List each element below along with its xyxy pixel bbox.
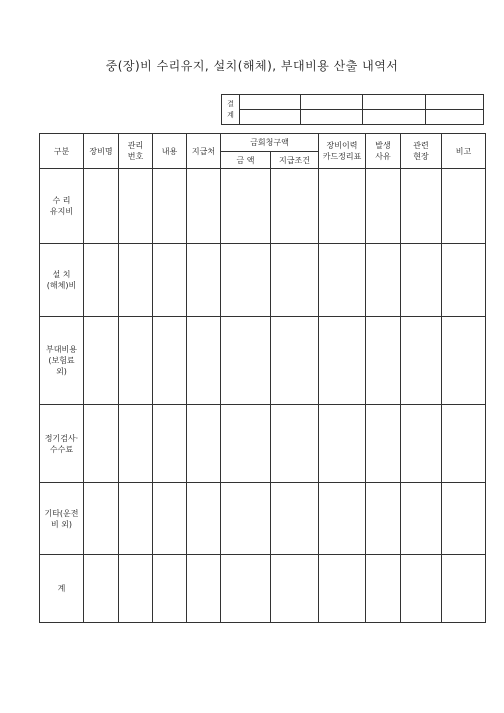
table-cell[interactable]: [221, 483, 271, 555]
approval-signature-cell[interactable]: [362, 110, 426, 125]
header-related-site: 관련 현장: [401, 134, 442, 169]
table-cell[interactable]: [319, 317, 366, 405]
expense-table: [39, 133, 486, 623]
table-cell[interactable]: [221, 244, 271, 317]
table-cell[interactable]: [366, 244, 401, 317]
table-cell[interactable]: [84, 317, 119, 405]
table-cell[interactable]: [187, 555, 221, 623]
header-payment-terms: 지급조건: [271, 152, 319, 169]
header-amount-group: 금회청구액: [221, 134, 319, 152]
table-row: [40, 405, 486, 483]
table-cell[interactable]: [442, 244, 486, 317]
header-reason: 발생 사유: [366, 134, 401, 169]
table-cell[interactable]: [366, 169, 401, 244]
table-cell[interactable]: [401, 555, 442, 623]
row-category-label: 부대비용 (보험료 외): [40, 317, 84, 405]
table-row: [40, 483, 486, 555]
table-cell[interactable]: [119, 555, 153, 623]
row-category-label: 설 치 (해체)비: [40, 244, 84, 317]
table-cell[interactable]: [442, 169, 486, 244]
table-cell[interactable]: [271, 244, 319, 317]
approval-label-bottom: 계: [227, 110, 234, 119]
table-cell[interactable]: [187, 405, 221, 483]
row-category-label: 계: [40, 555, 84, 623]
table-cell[interactable]: [221, 169, 271, 244]
table-cell[interactable]: [221, 405, 271, 483]
table-cell[interactable]: [153, 483, 187, 555]
table-cell[interactable]: [366, 555, 401, 623]
table-cell[interactable]: [153, 169, 187, 244]
table-cell[interactable]: [401, 244, 442, 317]
table-cell[interactable]: [221, 555, 271, 623]
table-cell[interactable]: [84, 405, 119, 483]
table-cell[interactable]: [153, 244, 187, 317]
approval-label: [222, 95, 240, 125]
table-cell[interactable]: [187, 244, 221, 317]
header-management-no: 관리 번호: [119, 134, 153, 169]
table-cell[interactable]: [187, 483, 221, 555]
table-cell[interactable]: [221, 317, 271, 405]
table-cell[interactable]: [271, 483, 319, 555]
table-cell[interactable]: [319, 405, 366, 483]
table-cell[interactable]: [119, 317, 153, 405]
document-title: 중(장)비 수리유지, 설치(해체), 부대비용 산출 내역서: [105, 59, 399, 73]
table-cell[interactable]: [153, 405, 187, 483]
approval-label-top: 결: [227, 99, 234, 108]
header-category: 구분: [40, 134, 84, 169]
table-cell[interactable]: [271, 555, 319, 623]
table-cell[interactable]: [119, 169, 153, 244]
table-cell[interactable]: [187, 169, 221, 244]
approval-signature-cell[interactable]: [239, 110, 301, 125]
header-amount: 금 액: [221, 152, 271, 169]
table-cell[interactable]: [401, 483, 442, 555]
table-cell[interactable]: [442, 317, 486, 405]
row-category-label: 수 리 유지비: [40, 169, 84, 244]
table-cell[interactable]: [84, 244, 119, 317]
table-cell[interactable]: [84, 483, 119, 555]
approval-signature-cell[interactable]: [362, 95, 426, 110]
table-cell[interactable]: [401, 405, 442, 483]
table-row: [40, 244, 486, 317]
table-cell[interactable]: [319, 555, 366, 623]
table-cell[interactable]: [271, 405, 319, 483]
table-cell[interactable]: [84, 169, 119, 244]
approval-box: [221, 94, 484, 125]
table-row: [40, 555, 486, 623]
approval-signature-cell[interactable]: [426, 95, 484, 110]
table-cell[interactable]: [366, 317, 401, 405]
table-cell[interactable]: [442, 555, 486, 623]
header-payee: 지급처: [187, 134, 221, 169]
table-cell[interactable]: [401, 317, 442, 405]
header-remarks: 비고: [442, 134, 486, 169]
header-equipment-history: 장비이력 카드정리표: [319, 134, 366, 169]
table-cell[interactable]: [319, 483, 366, 555]
table-cell[interactable]: [442, 405, 486, 483]
table-cell[interactable]: [119, 483, 153, 555]
table-cell[interactable]: [153, 555, 187, 623]
table-cell[interactable]: [84, 555, 119, 623]
table-cell[interactable]: [442, 483, 486, 555]
table-cell[interactable]: [366, 405, 401, 483]
table-cell[interactable]: [319, 169, 366, 244]
table-cell[interactable]: [319, 244, 366, 317]
table-cell[interactable]: [153, 317, 187, 405]
table-cell[interactable]: [119, 405, 153, 483]
table-cell[interactable]: [187, 317, 221, 405]
row-category-label: 정기검사· 수수료: [40, 405, 84, 483]
table-row: [40, 169, 486, 244]
table-cell[interactable]: [271, 169, 319, 244]
approval-signature-cell[interactable]: [239, 95, 301, 110]
table-row: [40, 317, 486, 405]
approval-signature-cell[interactable]: [301, 95, 363, 110]
header-content: 내용: [153, 134, 187, 169]
table-cell[interactable]: [271, 317, 319, 405]
table-cell[interactable]: [366, 483, 401, 555]
table-cell[interactable]: [401, 169, 442, 244]
approval-signature-cell[interactable]: [301, 110, 363, 125]
table-cell[interactable]: [119, 244, 153, 317]
approval-signature-cell[interactable]: [426, 110, 484, 125]
row-category-label: 기타(운전 비 외): [40, 483, 84, 555]
header-equipment-name: 장비명: [84, 134, 119, 169]
